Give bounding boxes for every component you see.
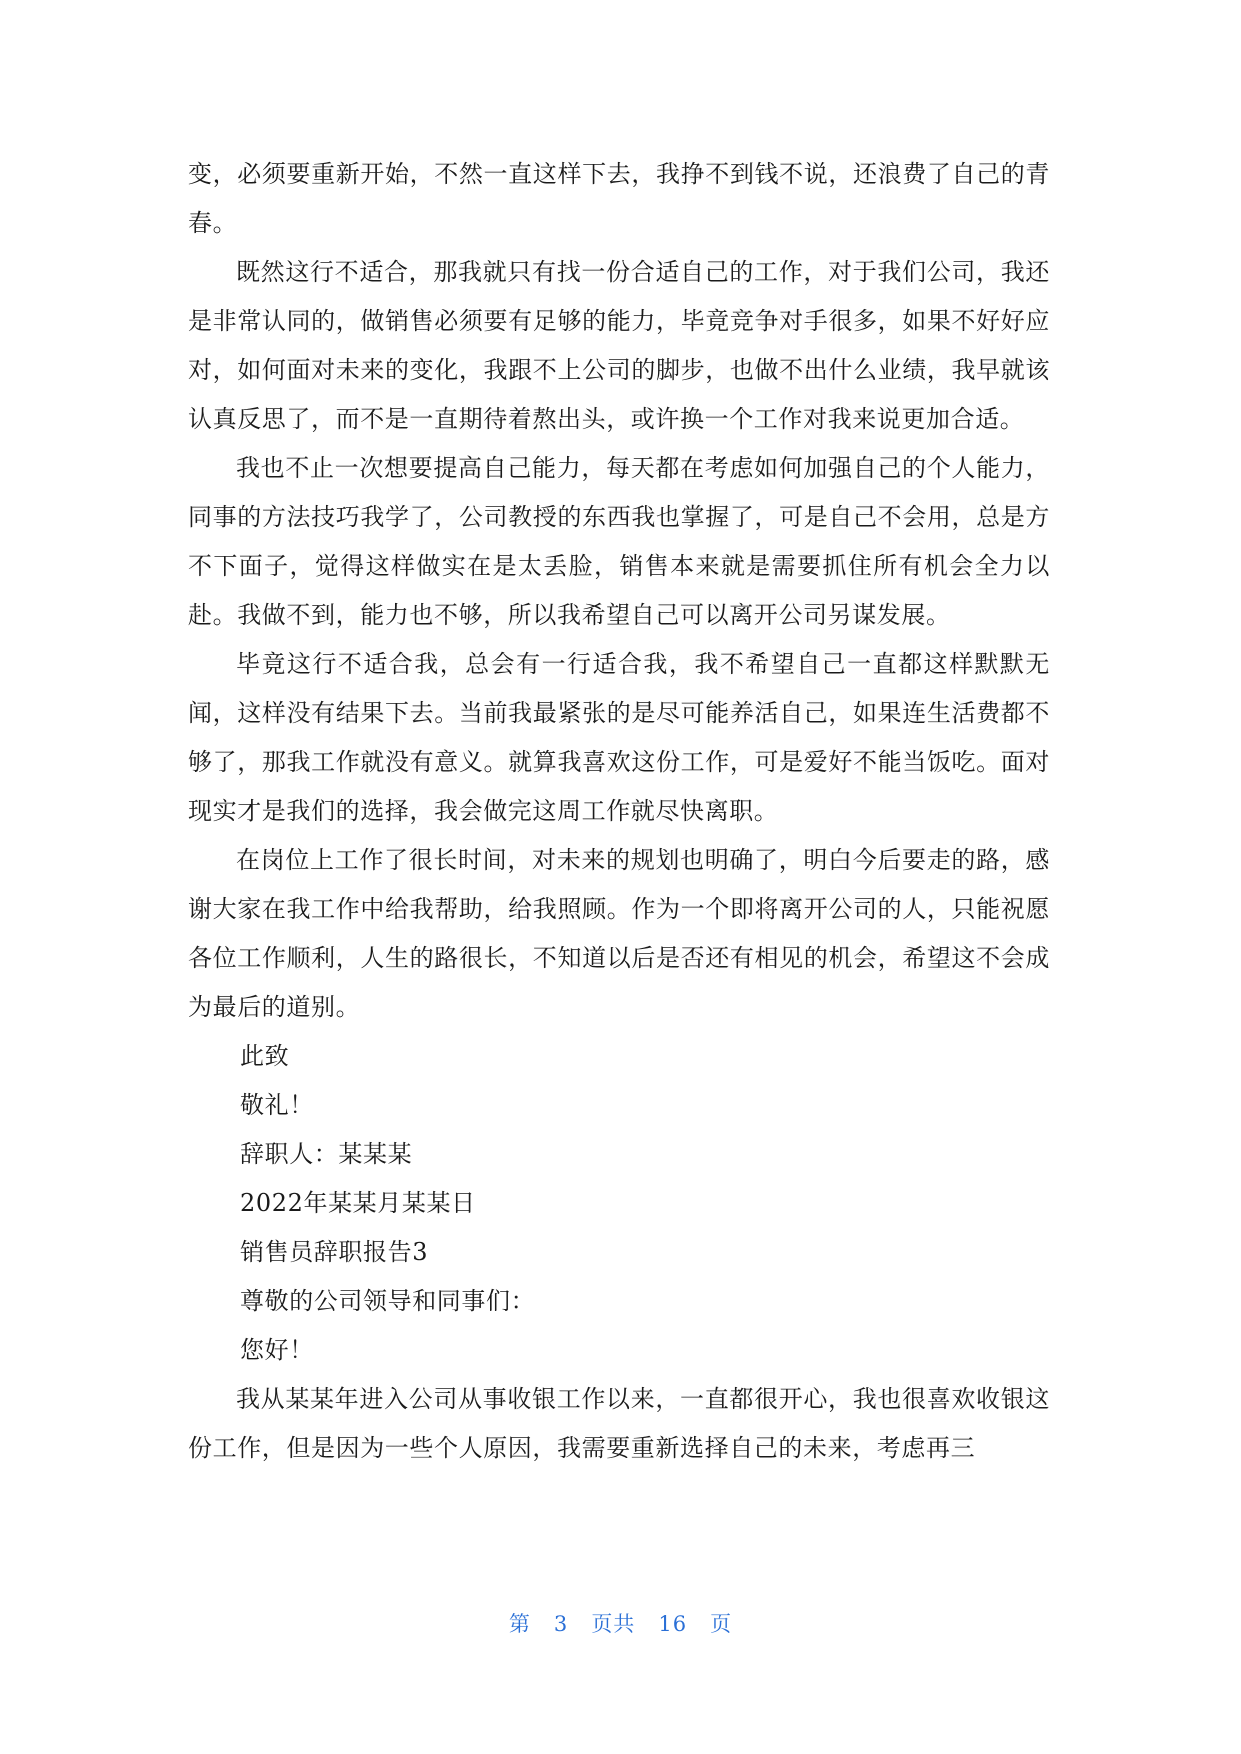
salute-line: 敬礼！ [240, 1091, 314, 1119]
paragraph: 变，必须要重新开始，不然一直这样下去，我挣不到钱不说，还浪费了自己的青春。 [188, 160, 1050, 237]
page-prefix: 第 [508, 1612, 531, 1636]
signer-line: 辞职人：某某某 [240, 1140, 413, 1168]
paragraph: 我从某某年进入公司从事收银工作以来，一直都很开心，我也很喜欢收银这份工作，但是因为一些个人原因，我需要重新选择自己的未来，考虑再三 [188, 1385, 1050, 1462]
page-current: 3 [553, 1612, 569, 1636]
closing-line: 此致 [240, 1042, 290, 1070]
paragraph: 在岗位上工作了很长时间，对未来的规划也明确了，明白今后要走的路，感谢大家在我工作中给我帮助，给我照顾。作为一个即将离开公司的人，只能祝愿各位工作顺利，人生的路很长，不知道以后是否还有相见的机会，希望这不会成为最后的道别。 [188, 846, 1050, 1021]
page-number-footer [0, 1608, 1241, 1638]
salutation-line: 尊敬的公司领导和同事们： [240, 1287, 536, 1315]
page-suffix: 页 [710, 1612, 733, 1636]
document-body [188, 150, 1050, 1473]
paragraph: 毕竟这行不适合我，总会有一行适合我，我不希望自己一直都这样默默无闻，这样没有结果下去。当前我最紧张的是尽可能养活自己，如果连生活费都不够了，那我工作就没有意义。就算我喜欢这份工作，可是爱好不能当饭吃。面对现实才是我们的选择，我会做完这周工作就尽快离职。 [188, 650, 1050, 825]
paragraph: 既然这行不适合，那我就只有找一份合适自己的工作，对于我们公司，我还是非常认同的，做销售必须要有足够的能力，毕竟竞争对手很多，如果不好好应对，如何面对未来的变化，我跟不上公司的脚步，也做不出什么业绩，我早就该认真反思了，而不是一直期待着熬出头，或许换一个工作对我来说更加合适。 [188, 258, 1050, 433]
page-middle: 页共 [591, 1612, 636, 1636]
greeting-line: 您好！ [240, 1336, 314, 1364]
date-line: 2022年某某月某某日 [240, 1189, 476, 1217]
paragraph: 我也不止一次想要提高自己能力，每天都在考虑如何加强自己的个人能力，同事的方法技巧我学了，公司教授的东西我也掌握了，可是自己不会用，总是方不下面子，觉得这样做实在是太丢脸，销售本来就是需要抓住所有机会全力以赴。我做不到，能力也不够，所以我希望自己可以离开公司另谋发展。 [188, 454, 1050, 629]
section-title: 销售员辞职报告3 [240, 1238, 429, 1266]
page-total: 16 [658, 1612, 688, 1636]
